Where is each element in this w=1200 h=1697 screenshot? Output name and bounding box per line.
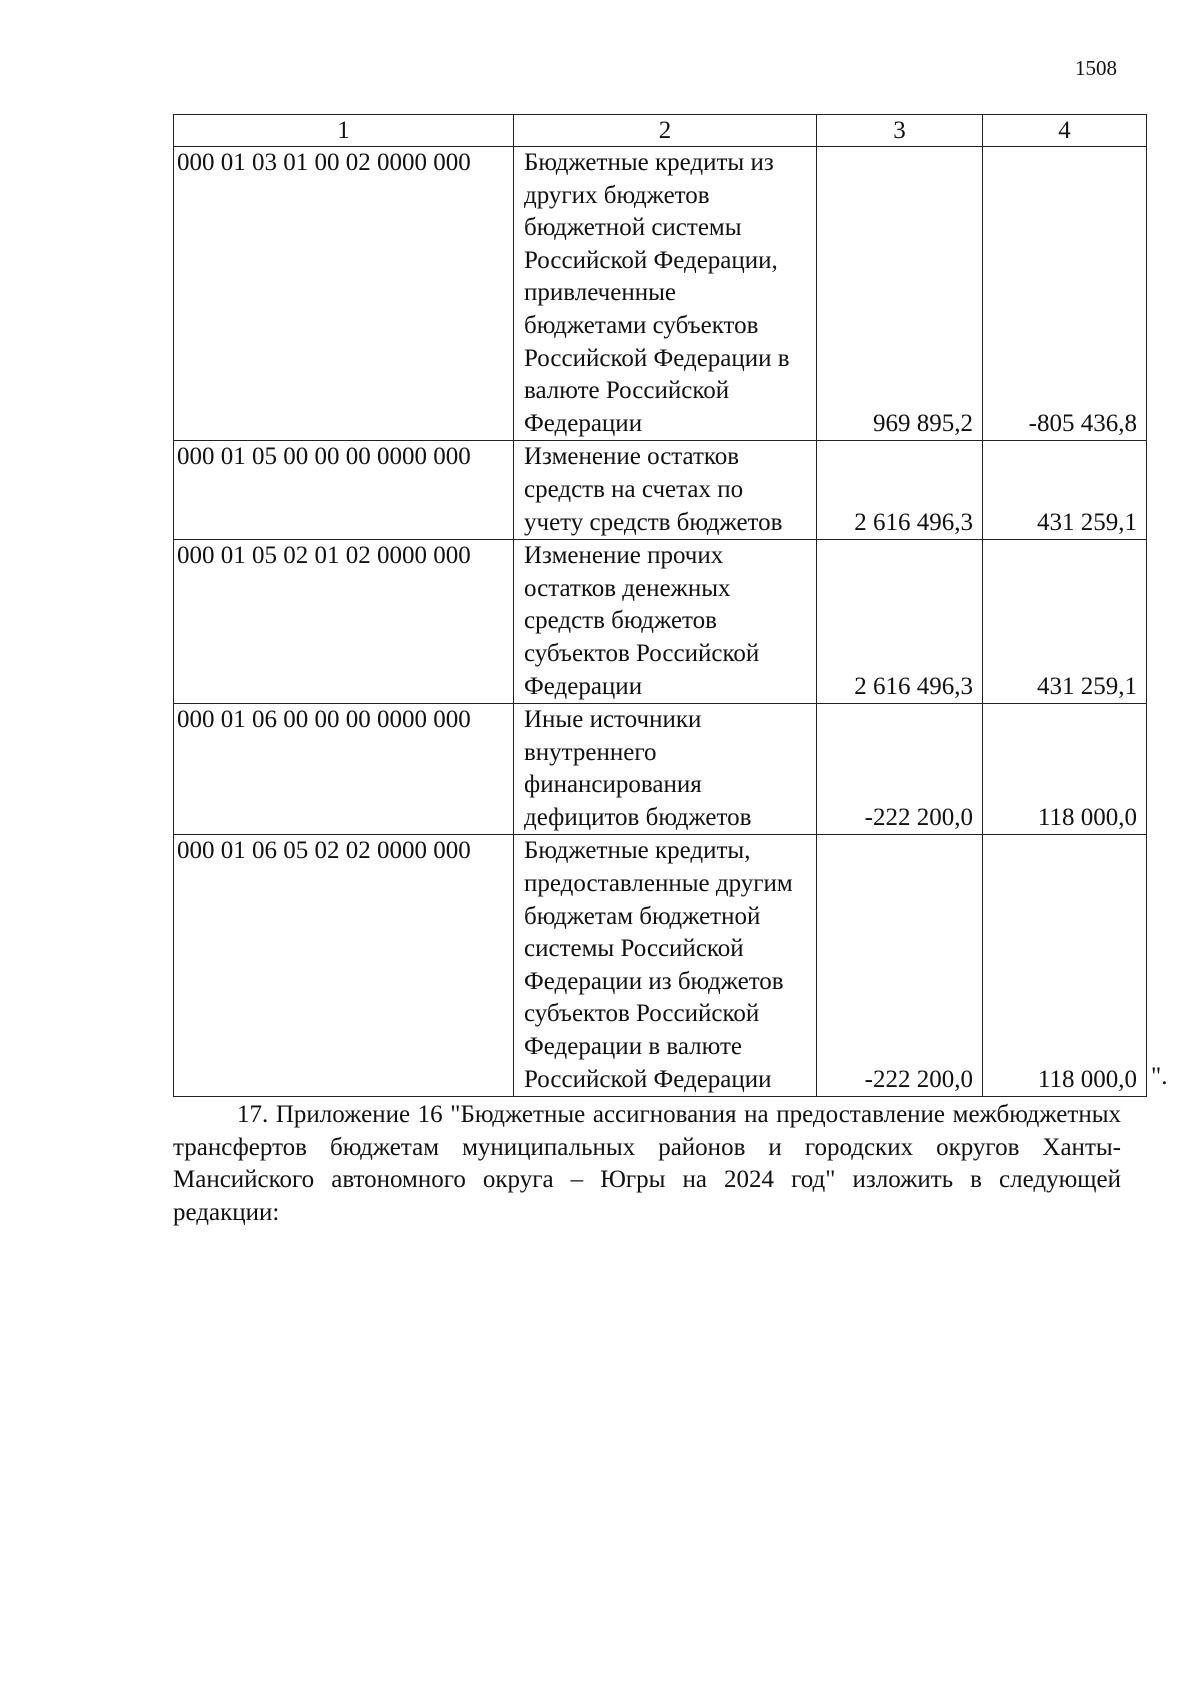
- table-header-row: [174, 115, 1147, 147]
- row-name: Изменение остатков средств на счетах по учету средств бюджетов: [514, 441, 817, 540]
- amendment-paragraph: 17. Приложение 16 "Бюджетные ассигнования на предоставление межбюджетных трансфертов бюджетам муниципальных районов и городских округов Ханты-Мансийского автономного округа – Югры на 2024 год" изложить в следующей редакции:: [173, 1101, 1121, 1226]
- row-code: 000 01 06 05 02 02 0000 000: [174, 835, 514, 1097]
- table-row: [174, 835, 1147, 1097]
- page-number: 1508: [1075, 56, 1117, 80]
- row-code: 000 01 05 00 00 00 0000 000: [174, 441, 514, 540]
- row-name: Иные источники внутреннего финансирования дефицитов бюджетов: [514, 704, 817, 835]
- row-value-col4: 118 000,0: [983, 835, 1147, 1097]
- header-col-2: 2: [514, 115, 817, 147]
- row-value-col3: 2 616 496,3: [817, 540, 983, 704]
- row-name: Изменение прочих остатков денежных средств бюджетов субъектов Российской Федерации: [514, 540, 817, 704]
- table-row: [174, 540, 1147, 704]
- closing-quote-mark: ".: [1151, 1063, 1168, 1091]
- row-value-col3: -222 200,0: [817, 835, 983, 1097]
- row-value-col4: 118 000,0: [983, 704, 1147, 835]
- row-code: 000 01 05 02 01 02 0000 000: [174, 540, 514, 704]
- header-col-3: 3: [817, 115, 983, 147]
- sources-table: [173, 114, 1147, 1097]
- row-value-col3: 969 895,2: [817, 147, 983, 441]
- row-name: Бюджетные кредиты из других бюджетов бюджетной системы Российской Федерации, привлеченные бюджетами субъектов Российской Федерации в валюте Российской Федерации: [514, 147, 817, 441]
- row-code: 000 01 06 00 00 00 0000 000: [174, 704, 514, 835]
- table-row: [174, 441, 1147, 540]
- row-name: Бюджетные кредиты, предоставленные другим бюджетам бюджетной системы Российской Федерации из бюджетов субъектов Российской Федерации в валюте Российской Федерации: [514, 835, 817, 1097]
- row-code: 000 01 03 01 00 02 0000 000: [174, 147, 514, 441]
- header-col-4: 4: [983, 115, 1147, 147]
- table-row: [174, 147, 1147, 441]
- table-row: [174, 704, 1147, 835]
- row-value-col4: 431 259,1: [983, 540, 1147, 704]
- row-value-col4: 431 259,1: [983, 441, 1147, 540]
- row-value-col4: -805 436,8: [983, 147, 1147, 441]
- header-col-1: 1: [174, 115, 514, 147]
- row-value-col3: -222 200,0: [817, 704, 983, 835]
- row-value-col3: 2 616 496,3: [817, 441, 983, 540]
